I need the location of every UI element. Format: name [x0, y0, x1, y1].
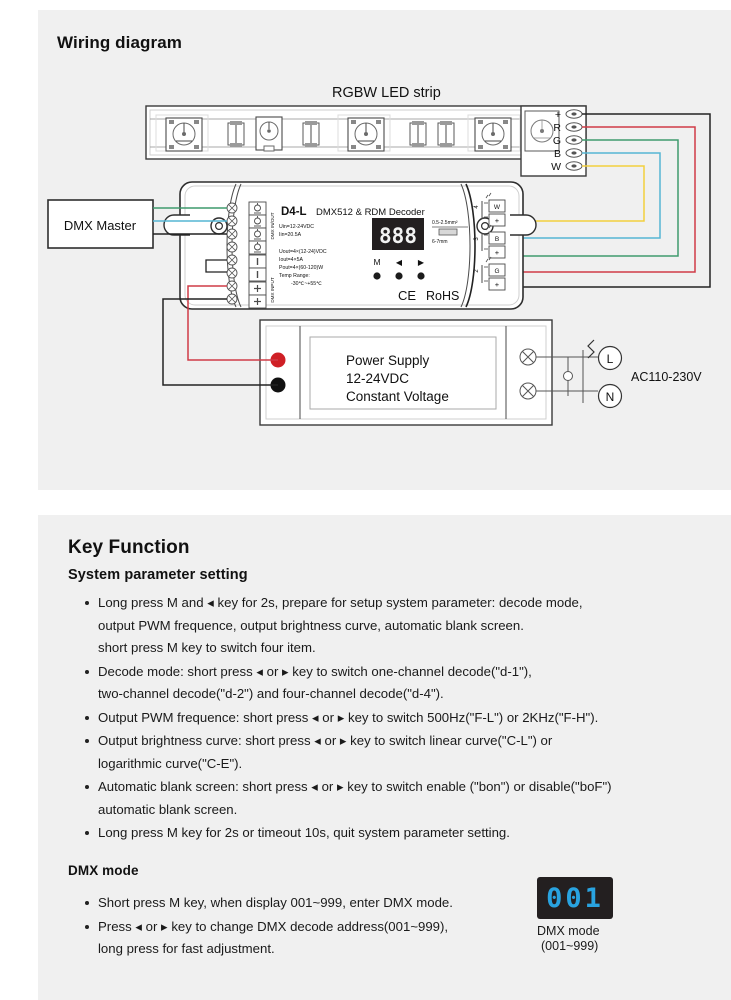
svg-text:Pout=4×(60-120)W: Pout=4×(60-120)W: [279, 265, 324, 271]
decoder-display-value: 888: [379, 224, 417, 248]
wiring-schematic: [38, 10, 731, 490]
bullet-dot: [85, 670, 89, 674]
bullet-dot: [85, 785, 89, 789]
dmx-input-label: DMX INPUT: [270, 277, 275, 303]
dmx-master-label: DMX Master: [63, 218, 137, 233]
dmx-master-box: [48, 200, 153, 248]
certification-marks: [398, 288, 459, 303]
system-parameter-subtitle: System parameter setting: [68, 567, 248, 583]
bullet-dot: [85, 925, 89, 929]
decoder-unit: [164, 182, 536, 309]
power-supply-unit: [260, 320, 552, 425]
bullet-dot: [85, 601, 89, 605]
decoder-display: [372, 218, 424, 250]
svg-text:Temp Range:: Temp Range:: [279, 273, 310, 279]
dmx-in-out-label: DMX IN/OUT: [270, 212, 275, 240]
list-item: Decode mode: short press ◂ or ▸ key to switch one-channel decode("d-1"), two-channel decode("d-2") and four-channel decode("d-4").: [84, 661, 664, 706]
decoder-model-desc: DMX512 & RDM Decoder: [316, 207, 425, 218]
strip-terminal-g: G: [552, 135, 561, 147]
strip-terminal-block: [521, 106, 586, 176]
system-parameter-bullets: [84, 592, 664, 846]
svg-text:0.5-2.5mm²: 0.5-2.5mm²: [432, 220, 458, 226]
output-number-3: 3: [474, 237, 480, 241]
mains-live-label: L: [606, 352, 614, 366]
output-ch-w-plus: +: [494, 216, 500, 225]
mains-voltage-label: AC110-230V: [631, 370, 702, 384]
svg-text:6-7mm: 6-7mm: [432, 239, 448, 245]
strip-terminal-w: W: [551, 161, 561, 173]
psu-line-3: Constant Voltage: [346, 389, 449, 404]
svg-text:Iin=20.5A: Iin=20.5A: [279, 232, 302, 238]
ac-mains-wiring: [536, 340, 702, 408]
key-button-m: [373, 272, 380, 279]
mains-neutral-label: N: [605, 390, 615, 404]
strip-terminal-r: R: [553, 122, 561, 134]
list-item: Output PWM frequence: short press ◂ or ▸ key to switch 500Hz("F-L") or 2KHz("F-H").: [84, 707, 664, 730]
dmx-display-caption-1: DMX mode: [537, 924, 600, 938]
svg-text:Uout=4×(12-24)VDC: Uout=4×(12-24)VDC: [279, 249, 327, 255]
strip-terminal-b: B: [553, 148, 561, 160]
output-number-4: 4: [474, 205, 480, 209]
dmx-display-caption-2: (001~999): [541, 939, 599, 953]
svg-text:Uin=12-24VDC: Uin=12-24VDC: [279, 224, 315, 230]
key-label-right: ▶: [417, 258, 425, 267]
dmx-mode-bullets: [84, 892, 534, 962]
output-ch-g: G: [494, 268, 500, 275]
wiring-diagram-title: Wiring diagram: [57, 33, 182, 52]
output-ch-b-plus: +: [494, 248, 500, 257]
decoder-model: D4-L: [281, 206, 307, 218]
psu-line-1: Power Supply: [346, 353, 430, 368]
output-ch-w: W: [493, 204, 501, 211]
rohs-mark: RoHS: [426, 289, 460, 303]
bullet-dot: [85, 716, 89, 720]
strip-label: RGBW LED strip: [332, 85, 441, 101]
svg-text:-30℃~+55℃: -30℃~+55℃: [291, 281, 322, 287]
list-item: Output brightness curve: short press ◂ or ▸ key to switch linear curve("C-L") or logarithmic curve("C-E").: [84, 730, 664, 775]
list-item: Long press M key for 2s or timeout 10s, quit system parameter setting.: [84, 822, 664, 845]
key-function-title: Key Function: [68, 537, 190, 558]
bullet-dot: [85, 901, 89, 905]
led-strip: [146, 106, 586, 159]
list-item: Automatic blank screen: short press ◂ or ▸ key to switch enable ("bon") or disable("boF") automatic blank screen.: [84, 776, 664, 821]
dmx-mode-display-illustration: [537, 877, 687, 953]
dmx-display-screen: [537, 877, 613, 919]
strip-terminal-plus: +: [554, 109, 561, 121]
output-ch-g-plus: +: [494, 280, 500, 289]
dmx-mode-subtitle: DMX mode: [68, 863, 139, 878]
bullet-dot: [85, 739, 89, 743]
bullet-dot: [85, 831, 89, 835]
dmx-display-value: 001: [546, 882, 604, 914]
list-item: Short press M key, when display 001~999, enter DMX mode.: [84, 892, 534, 915]
svg-text:Iout=4×5A: Iout=4×5A: [279, 257, 303, 263]
list-item: Press ◂ or ▸ key to change DMX decode address(001~999), long press for fast adjustment.: [84, 916, 534, 961]
key-button-right: [417, 272, 424, 279]
psu-line-2: 12-24VDC: [346, 371, 410, 386]
list-item: Long press M and ◂ key for 2s, prepare for setup system parameter: decode mode, output PWM frequence, output brightness curve, automatic blank screen. short press M key to switch four item.: [84, 592, 664, 660]
key-label-left: ◀: [395, 258, 403, 267]
ce-mark: CE: [398, 288, 417, 303]
key-label-m: M: [373, 257, 381, 267]
key-button-left: [395, 272, 402, 279]
output-ch-b: B: [494, 236, 500, 243]
output-number-2: 2: [474, 269, 480, 273]
